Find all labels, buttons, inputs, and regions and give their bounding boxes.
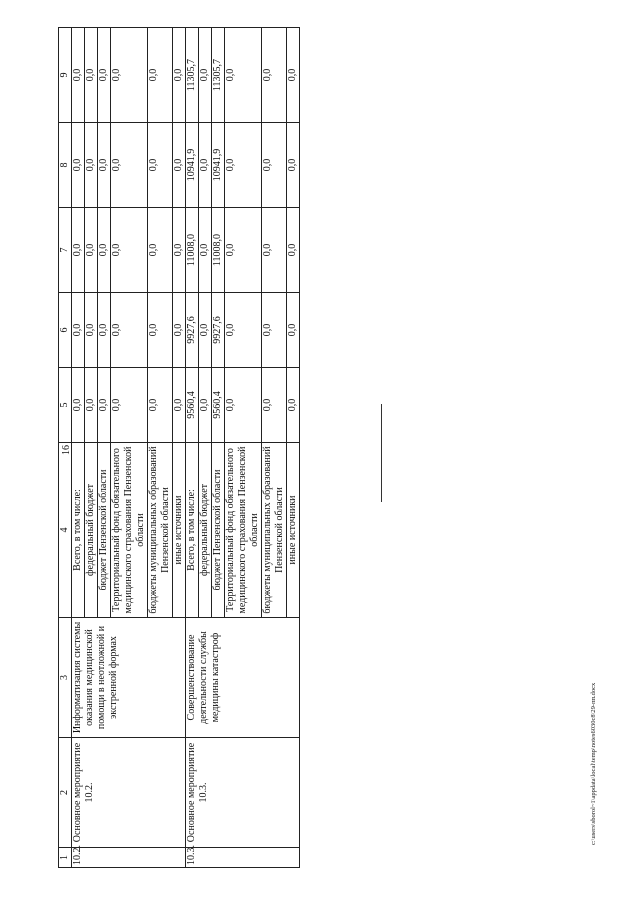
row-number: 10.3. (186, 848, 300, 868)
header-col-1: 1 (59, 848, 72, 868)
funding-value: 0,0 (287, 28, 300, 123)
header-col-6: 6 (59, 293, 72, 368)
header-col-4: 4 (59, 443, 72, 618)
funding-value: 0,0 (262, 123, 287, 208)
funding-value: 0,0 (111, 123, 148, 208)
funding-value: 0,0 (72, 28, 85, 123)
funding-source: федеральный бюджет (199, 443, 212, 618)
funding-value: 0,0 (199, 368, 212, 443)
header-col-9: 9 (59, 28, 72, 123)
funding-source: бюджет Пензенской области (98, 443, 111, 618)
funding-value: 0,0 (199, 293, 212, 368)
funding-source: Территориальный фонд обязательного медицинского страхования Пензенской области (111, 443, 148, 618)
funding-table (58, 27, 300, 868)
funding-value: 0,0 (173, 208, 186, 293)
footnote-divider (381, 404, 382, 502)
header-col-7: 7 (59, 208, 72, 293)
funding-value: 0,0 (225, 368, 262, 443)
header-col-8: 8 (59, 123, 72, 208)
funding-value: 0,0 (98, 208, 111, 293)
funding-source: Всего, в том числе: (186, 443, 199, 618)
funding-value: 0,0 (72, 123, 85, 208)
table-row (186, 28, 199, 868)
funding-source: Всего, в том числе: (72, 443, 85, 618)
header-col-3: 3 (59, 618, 72, 738)
funding-value: 0,0 (199, 208, 212, 293)
funding-value: 0,0 (173, 293, 186, 368)
funding-value: 11008,0 (186, 208, 199, 293)
funding-value: 0,0 (98, 293, 111, 368)
funding-value: 10941,9 (212, 123, 225, 208)
funding-value: 11305,7 (186, 28, 199, 123)
funding-source: иные источники (173, 443, 186, 618)
funding-source: бюджеты муниципальных образований Пензенской области (148, 443, 173, 618)
funding-value: 0,0 (199, 28, 212, 123)
funding-value: 0,0 (148, 28, 173, 123)
funding-value: 0,0 (148, 208, 173, 293)
funding-value: 0,0 (225, 28, 262, 123)
funding-value: 0,0 (72, 368, 85, 443)
funding-value: 0,0 (148, 293, 173, 368)
funding-value: 0,0 (85, 293, 98, 368)
funding-value: 0,0 (98, 368, 111, 443)
funding-value: 0,0 (262, 368, 287, 443)
funding-value: 0,0 (199, 123, 212, 208)
funding-value: 0,0 (72, 293, 85, 368)
event-title: Информатизация системы оказания медицинской помощи в неотложной и экстренной формах (72, 618, 186, 738)
page-number: 16 (61, 445, 72, 455)
funding-value: 0,0 (111, 28, 148, 123)
funding-source: бюджет Пензенской области (212, 443, 225, 618)
funding-value: 0,0 (111, 208, 148, 293)
funding-value: 0,0 (287, 368, 300, 443)
funding-value: 0,0 (173, 28, 186, 123)
funding-value: 0,0 (173, 123, 186, 208)
header-col-2: 2 (59, 738, 72, 848)
row-number: 10.2. (72, 848, 186, 868)
funding-value: 0,0 (85, 123, 98, 208)
funding-value: 0,0 (225, 208, 262, 293)
funding-value: 9927,6 (186, 293, 199, 368)
funding-value: 0,0 (148, 368, 173, 443)
funding-value: 0,0 (72, 208, 85, 293)
funding-source: бюджеты муниципальных образований Пензенской области (262, 443, 287, 618)
funding-value: 0,0 (287, 293, 300, 368)
funding-value: 0,0 (287, 208, 300, 293)
funding-value: 0,0 (148, 123, 173, 208)
funding-value: 10941,9 (186, 123, 199, 208)
table-row (72, 28, 85, 868)
header-col-5: 5 (59, 368, 72, 443)
funding-value: 11008,0 (212, 208, 225, 293)
funding-value: 0,0 (173, 368, 186, 443)
event-title: Совершенствование деятельности службы медицины катастроф (186, 618, 300, 738)
funding-value: 0,0 (85, 28, 98, 123)
funding-value: 9927,6 (212, 293, 225, 368)
funding-value: 11305,7 (212, 28, 225, 123)
funding-value: 0,0 (262, 293, 287, 368)
funding-value: 0,0 (225, 293, 262, 368)
funding-value: 9560,4 (186, 368, 199, 443)
event-name: Основное мероприятие 10.2. (72, 738, 186, 848)
funding-value: 0,0 (262, 28, 287, 123)
funding-value: 0,0 (98, 123, 111, 208)
funding-source: Территориальный фонд обязательного медицинского страхования Пензенской области (225, 443, 262, 618)
funding-value: 0,0 (98, 28, 111, 123)
funding-value: 0,0 (111, 293, 148, 368)
funding-value: 0,0 (111, 368, 148, 443)
funding-table-container (58, 28, 300, 868)
funding-value: 0,0 (85, 208, 98, 293)
header-row (59, 28, 72, 868)
funding-source: иные источники (287, 443, 300, 618)
funding-value: 0,0 (85, 368, 98, 443)
event-name: Основное мероприятие 10.3. (186, 738, 300, 848)
funding-value: 0,0 (225, 123, 262, 208)
funding-value: 9560,4 (212, 368, 225, 443)
funding-value: 0,0 (262, 208, 287, 293)
file-path: c:\users\sborol~1\appdata\local\temp\notes6030c8\29-пп.docx (590, 682, 597, 845)
funding-value: 0,0 (287, 123, 300, 208)
funding-source: федеральный бюджет (85, 443, 98, 618)
